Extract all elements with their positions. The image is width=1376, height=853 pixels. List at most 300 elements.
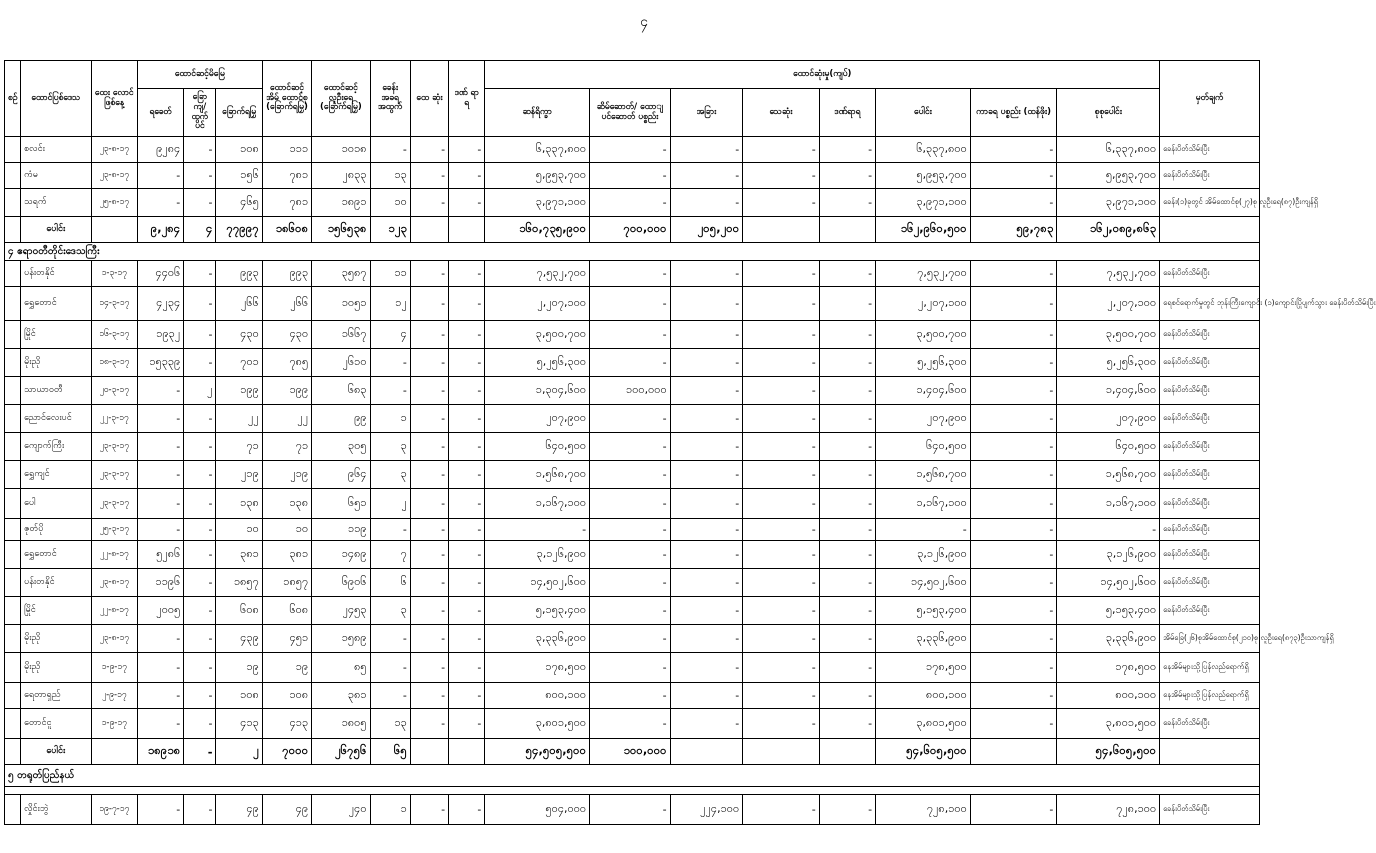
cell-iv: -: [819, 349, 875, 377]
cell-goods: -: [590, 597, 671, 625]
cell-pop: ၁၁၉: [312, 519, 370, 541]
cell-dv: [743, 217, 820, 243]
cell-inj: -: [449, 519, 485, 541]
cell-iv: -: [819, 653, 875, 683]
cell-pop: ၆၈၃: [312, 377, 370, 405]
cell-hh: ၁၃၈: [262, 489, 311, 519]
cell-iv: -: [819, 489, 875, 519]
cell-pop: ၃၅၈၇: [312, 261, 370, 287]
cell-food: ၁၄,၅၀၂,၆၀၀: [485, 569, 590, 597]
cell-land: -: [137, 461, 183, 489]
cell-hh: ၇၈၅: [262, 349, 311, 377]
header-plantation: ရခေတ်: [137, 89, 183, 137]
cell-gt: ၆,၃၃၇,၈၀၀: [1057, 137, 1160, 163]
cell-houses: ၁၉၉: [216, 377, 262, 405]
cell-date: ၂၅-၃-၁၇: [91, 519, 137, 541]
cell-plant: -: [184, 683, 216, 709]
cell-tl: -: [970, 433, 1057, 461]
cell-dead: -: [410, 461, 448, 489]
cell-date: ၁၆-၃-၁၇: [91, 321, 137, 349]
cell-food: ၃,၉၇၁,၁၀၀: [485, 189, 590, 217]
cell-rem: နေအိမ်များသို့ပြန်လည်ရောက်ရှိ: [1160, 683, 1260, 709]
cell-dead: -: [410, 321, 448, 349]
cell-food: ၃,၅၀၀,၇၀၀: [485, 321, 590, 349]
cell-dv: -: [743, 541, 820, 569]
cell-dead: -: [410, 683, 448, 709]
cell-area: မြိုင်: [21, 597, 92, 625]
table-row: [5, 349, 1260, 377]
cell-plant: -: [184, 795, 216, 825]
cell-land: ၁၉၃၂: [137, 321, 183, 349]
cell-pop: ၈၅: [312, 653, 370, 683]
cell-date: ၁-၉-၁၇: [91, 709, 137, 739]
cell-houses: ၁၉: [216, 653, 262, 683]
total-plant: ၄: [184, 217, 216, 243]
cell-rem: ခေန်းပိတ်သိမ်းပြီး: [1160, 261, 1260, 287]
cell-rem: အိမ်ခြေ(၂၆)စုအိမ်ထောင်စု(၂၁၀)စု လူဦးရေ(၈၇၃)ဦးသာကျန်ရှိ: [1160, 625, 1260, 653]
header-goods: ဆိမ်ဆောတ်/ ထောျပင်ဆောတ် ပစ္စည်း: [590, 89, 671, 137]
total-other: ၂၀၅,၂၀၀: [670, 217, 743, 243]
total-homeless: ၁၂၃: [370, 217, 410, 243]
cell-rem: ခေန်းပိတ်သိမ်းပြီး: [1160, 405, 1260, 433]
cell-no: [5, 405, 21, 433]
cell-rem: ခေန်းပိတ်သိမ်းပြီး: [1160, 321, 1260, 349]
cell-gt: ၁၄,၅၀၂,၆၀၀: [1057, 569, 1160, 597]
cell-homeless: ၃: [370, 461, 410, 489]
section-header-row: [5, 243, 1260, 261]
cell-iv: -: [819, 597, 875, 625]
total-label: ပေါင်း: [21, 217, 92, 243]
total-land: ၉,၂၈၄: [137, 217, 183, 243]
cell-goods: -: [590, 683, 671, 709]
cell-tl: -: [970, 377, 1057, 405]
cell-other: -: [670, 597, 743, 625]
cell-goods: -: [590, 489, 671, 519]
total-loss: [970, 739, 1057, 765]
cell-date: ၁-၉-၁၇: [91, 653, 137, 683]
cell-land: ၅၂၈၆: [137, 541, 183, 569]
cell-land: ၄၂၃၄: [137, 287, 183, 321]
cell-dead: -: [410, 377, 448, 405]
table-row: [5, 569, 1260, 597]
cell-pop: ၁၀၅၁: [312, 287, 370, 321]
cell-food: ၅,၂၅၆,၃၀၀: [485, 349, 590, 377]
cell-area: ညောင်လေးပင်: [21, 405, 92, 433]
cell-houses: ၇၀၁: [216, 349, 262, 377]
cell-dead: -: [410, 653, 448, 683]
cell-sub: ၂,၂၀၇,၁၀၀: [876, 287, 971, 321]
cell-land: ၉၂၈၄: [137, 137, 183, 163]
cell-homeless: ၃: [370, 433, 410, 461]
cell-pop: ၉၉: [312, 405, 370, 433]
cell-dead: -: [410, 137, 448, 163]
cell-inj: -: [449, 461, 485, 489]
table-row: [5, 433, 1260, 461]
cell-goods: -: [590, 261, 671, 287]
cell-other: -: [670, 569, 743, 597]
cell-food: ၅,၉၅၃,၇၀၀: [485, 163, 590, 189]
cell-houses: ၆၀၈: [216, 597, 262, 625]
cell-food: ၆၄၀,၅၀၀: [485, 433, 590, 461]
cell-homeless: ၂: [370, 489, 410, 519]
cell-other: -: [670, 653, 743, 683]
cell-pop: ၆၅၁: [312, 489, 370, 519]
cell-inj: -: [449, 653, 485, 683]
cell-rem: ခေန်းပိတ်သိမ်းပြီး: [1160, 709, 1260, 739]
cell-plant: -: [184, 569, 216, 597]
cell-gt: ၃,၈၀၁,၅၀၀: [1057, 709, 1160, 739]
cell-goods: -: [590, 569, 671, 597]
cell-no: [5, 739, 21, 765]
cell-tl: -: [970, 405, 1057, 433]
cell-tl: -: [970, 569, 1057, 597]
cell-other: ၂၂၄,၁၀၀: [670, 795, 743, 825]
header-fire-date: ထေး လောင် ဖြစ်နေ့: [91, 61, 137, 137]
cell-plant: -: [184, 163, 216, 189]
cell-sub: ၇,၅၃၂,၇၀၀: [876, 261, 971, 287]
cell-land: -: [137, 653, 183, 683]
total-subtotal: ၁၆၂,၉၆၀,၅၀၀: [876, 217, 971, 243]
cell-no: [5, 489, 21, 519]
cell-dv: [743, 739, 820, 765]
cell-other: -: [670, 349, 743, 377]
cell-goods: -: [590, 709, 671, 739]
cell-homeless: ၄: [370, 321, 410, 349]
cell-hh: ၆၀၈: [262, 597, 311, 625]
cell-dead: -: [410, 189, 448, 217]
cell-rem: ခေန်းပိတ်သိမ်းပြီး: [1160, 597, 1260, 625]
cell-plant: -: [184, 541, 216, 569]
cell-dv: -: [743, 137, 820, 163]
total-houses: ၇၇၉၉၇: [216, 217, 262, 243]
cell-plant: -: [184, 405, 216, 433]
cell-goods: -: [590, 795, 671, 825]
cell-dv: -: [743, 377, 820, 405]
cell-area: ပန်းတနိုင်: [21, 261, 92, 287]
cell-other: -: [670, 377, 743, 405]
cell-plant: -: [184, 519, 216, 541]
cell-iv: -: [819, 461, 875, 489]
cell-date: ၂၅-၈-၁၇: [91, 189, 137, 217]
cell-land: -: [137, 163, 183, 189]
cell-food: ၁,၃၀၄,၆၀၀: [485, 377, 590, 405]
cell-sub: ၃,၅၀၀,၇၀၀: [876, 321, 971, 349]
cell-area: သာယာဝတီ: [21, 377, 92, 405]
cell-date: ၂၃-၈-၁၇: [91, 163, 137, 189]
cell-tl: -: [970, 625, 1057, 653]
cell-sub: ၁၇၈,၅၀၀: [876, 653, 971, 683]
cell-dv: -: [743, 405, 820, 433]
cell-goods: ၁၀၀,၀၀၀: [590, 377, 671, 405]
cell-gt: ၃,၉၇၁,၁၀၀: [1057, 189, 1160, 217]
cell-no: [5, 519, 21, 541]
cell-plant: -: [184, 709, 216, 739]
cell-other: -: [670, 189, 743, 217]
cell-plant: -: [184, 321, 216, 349]
cell-homeless: -: [370, 683, 410, 709]
cell-iv: -: [819, 287, 875, 321]
cell-hh: ၁၉: [262, 653, 311, 683]
cell-dv: -: [743, 597, 820, 625]
cell-hh: ၄၉: [262, 795, 311, 825]
cell-pop: ၁၈၉၁: [312, 189, 370, 217]
cell-iv: -: [819, 795, 875, 825]
cell-plant: -: [184, 653, 216, 683]
cell-houses: ၁၀၈: [216, 137, 262, 163]
table-row: [5, 321, 1260, 349]
header-injured: ဒဏ် ရာ ရ: [449, 61, 485, 137]
cell-goods: -: [590, 461, 671, 489]
cell-goods: -: [590, 519, 671, 541]
cell-inj: -: [449, 433, 485, 461]
cell-sub: ၅,၁၅၃,၄၀၀: [876, 597, 971, 625]
cell-pop: ၆၉၀၆: [312, 569, 370, 597]
cell-land: ၁၁၉၆: [137, 569, 183, 597]
header-garden: ခြောကျ/ ထွက်ပင်: [184, 89, 216, 137]
cell-no: [5, 433, 21, 461]
cell-tl: -: [970, 597, 1057, 625]
header-population: ထောင်ဆင့် လူဦးရေ (ခြောက်ရမြှ): [312, 61, 370, 137]
cell-land: -: [137, 489, 183, 519]
total-other: [670, 739, 743, 765]
table-row: [5, 795, 1260, 825]
cell-sub: ၅,၉၅၃,၇၀၀: [876, 163, 971, 189]
section-title: ၅ တရုတ်ပြည်နယ်: [5, 765, 1260, 787]
cell-dead: [410, 217, 448, 243]
cell-hh: ၄၅၁: [262, 625, 311, 653]
total-houses: ၂: [216, 739, 262, 765]
cell-date: ၂-၉-၁၇: [91, 683, 137, 709]
cell-pop: ၉၆၄: [312, 461, 370, 489]
cell-land: -: [137, 377, 183, 405]
cell-hh: ၁၉၉: [262, 377, 311, 405]
cell-homeless: ၁: [370, 795, 410, 825]
cell-homeless: ၁၃: [370, 709, 410, 739]
cell-other: -: [670, 541, 743, 569]
cell-food: ၆,၃၃၇,၈၀၀: [485, 137, 590, 163]
cell-homeless: ၆: [370, 569, 410, 597]
cell-food: ၅,၁၅၃,၄၀၀: [485, 597, 590, 625]
cell-other: -: [670, 163, 743, 189]
cell-area: ပန်းတနိုင်: [21, 569, 92, 597]
cell-houses: ၄၃၀: [216, 321, 262, 349]
cell-no: [5, 217, 21, 243]
cell-tl: -: [970, 683, 1057, 709]
total-grand: ၅၄,၆၀၅,၅၀၀: [1057, 739, 1160, 765]
cell-sub: ၃,၁၂၆,၉၀၀: [876, 541, 971, 569]
cell-no: [5, 163, 21, 189]
cell-inj: -: [449, 597, 485, 625]
cell-inj: -: [449, 189, 485, 217]
cell-date: ၂၂-၈-၁၇: [91, 541, 137, 569]
total-loss: ၅၉,၇၈၃: [970, 217, 1057, 243]
cell-goods: -: [590, 541, 671, 569]
cell-dead: -: [410, 287, 448, 321]
cell-dv: -: [743, 709, 820, 739]
cell-rem: ခေန်းပိတ်သိမ်းပြီး: [1160, 163, 1260, 189]
cell-sub: ၃,၈၀၁,၅၀၀: [876, 709, 971, 739]
table-row: [5, 163, 1260, 189]
cell-goods: -: [590, 349, 671, 377]
table-row: [5, 709, 1260, 739]
cell-houses: ၁၈၅၇: [216, 569, 262, 597]
cell-iv: -: [819, 189, 875, 217]
cell-houses: ၁၃၈: [216, 489, 262, 519]
spacer-cell: [5, 787, 1260, 795]
cell-gt: ၈၀၀,၁၀၀: [1057, 683, 1160, 709]
cell-plant: -: [184, 287, 216, 321]
table-row: [5, 377, 1260, 405]
cell-hh: ၄၃၀: [262, 321, 311, 349]
cell-land: -: [137, 795, 183, 825]
cell-food: ၃,၁၂၆,၉၀၀: [485, 541, 590, 569]
cell-dead: -: [410, 349, 448, 377]
cell-houses: ၁၀၈: [216, 683, 262, 709]
cell-pop: ၂၄၀: [312, 795, 370, 825]
spacer-row: [5, 787, 1260, 795]
cell-inj: -: [449, 489, 485, 519]
cell-area: မိုးညို: [21, 653, 92, 683]
table-row: [5, 137, 1260, 163]
cell-rem: [1160, 217, 1260, 243]
cell-rem: ခေန်းပိတ်သိမ်းပြီး: [1160, 489, 1260, 519]
cell-dead: -: [410, 795, 448, 825]
cell-rem: ခေန်းပိတ်သိမ်းပြီး: [1160, 569, 1260, 597]
cell-land: ၁၅၃၃၉: [137, 349, 183, 377]
cell-homeless: -: [370, 377, 410, 405]
cell-no: [5, 709, 21, 739]
cell-land: ၂၀၀၅: [137, 597, 183, 625]
cell-no: [5, 377, 21, 405]
cell-plant: -: [184, 137, 216, 163]
cell-other: -: [670, 261, 743, 287]
cell-plant: -: [184, 461, 216, 489]
cell-hh: ၄၁၃: [262, 709, 311, 739]
cell-no: [5, 795, 21, 825]
cell-dv: -: [743, 349, 820, 377]
cell-houses: ၄၃၉: [216, 625, 262, 653]
cell-dead: -: [410, 519, 448, 541]
cell-pop: ၁၈၀၅: [312, 709, 370, 739]
table-row: [5, 405, 1260, 433]
cell-inj: -: [449, 377, 485, 405]
cell-rem: [1160, 739, 1260, 765]
header-injured-value: ဒဏ်ရာရ: [819, 89, 875, 137]
cell-gt: ၃,၁၂၆,၉၀၀: [1057, 541, 1160, 569]
cell-plant: ၂: [184, 377, 216, 405]
cell-dead: -: [410, 163, 448, 189]
cell-sub: ၆,၃၃၇,၈၀၀: [876, 137, 971, 163]
cell-other: -: [670, 489, 743, 519]
header-remarks: မှတ်ချက်: [1160, 61, 1260, 137]
cell-food: ၃,၃၃၆,၉၀၀: [485, 625, 590, 653]
cell-houses: ၁၅၆: [216, 163, 262, 189]
cell-iv: -: [819, 433, 875, 461]
cell-other: -: [670, 709, 743, 739]
cell-dv: -: [743, 433, 820, 461]
cell-gt: ၁,၄၀၄,၆၀၀: [1057, 377, 1160, 405]
table-row: [5, 625, 1260, 653]
cell-date: [91, 739, 137, 765]
cell-hh: ၃၈၁: [262, 541, 311, 569]
total-goods: ၇၀၀,၀၀၀: [590, 217, 671, 243]
cell-hh: ၂၂: [262, 405, 311, 433]
cell-inj: -: [449, 709, 485, 739]
cell-hh: ၂၆၆: [262, 287, 311, 321]
cell-sub: ၁,၄၀၄,၆၀၀: [876, 377, 971, 405]
cell-hh: ၉၉၃: [262, 261, 311, 287]
cell-iv: -: [819, 683, 875, 709]
cell-dv: -: [743, 519, 820, 541]
cell-rem: ရေစင်ရောက်မှုတွင် ဘုန်းကြီးကျောင်း (၁)ကျောင်းပြိုပျက်သွား ခေန်းပိတ်သိမ်းပြီး: [1160, 287, 1260, 321]
total-row: [5, 739, 1260, 765]
cell-date: ၂၃-၈-၁၇: [91, 137, 137, 163]
cell-dv: -: [743, 625, 820, 653]
cell-iv: [819, 217, 875, 243]
cell-homeless: ၃: [370, 597, 410, 625]
cell-date: ၂၂-၈-၁၇: [91, 597, 137, 625]
cell-iv: -: [819, 519, 875, 541]
header-vehicles: အခြား: [670, 89, 743, 137]
cell-date: ၂၃-၈-၁၇: [91, 625, 137, 653]
cell-other: -: [670, 519, 743, 541]
cell-plant: -: [184, 261, 216, 287]
cell-no: [5, 321, 21, 349]
cell-no: [5, 137, 21, 163]
cell-land: -: [137, 625, 183, 653]
cell-inj: -: [449, 541, 485, 569]
cell-food: -: [485, 519, 590, 541]
cell-date: [91, 217, 137, 243]
cell-homeless: ၇: [370, 541, 410, 569]
cell-inj: -: [449, 625, 485, 653]
cell-homeless: -: [370, 519, 410, 541]
cell-date: ၂၃-၃-၁၇: [91, 489, 137, 519]
cell-goods: -: [590, 321, 671, 349]
cell-no: [5, 349, 21, 377]
total-land: ၁၈၉၁၈: [137, 739, 183, 765]
cell-land: ၄၄၀၆: [137, 261, 183, 287]
cell-no: [5, 287, 21, 321]
table-row: [5, 261, 1260, 287]
cell-tl: -: [970, 541, 1057, 569]
cell-no: [5, 653, 21, 683]
cell-area: စလင်း: [21, 137, 92, 163]
cell-area: သရက်: [21, 189, 92, 217]
cell-other: -: [670, 287, 743, 321]
cell-hh: ၂၁၉: [262, 461, 311, 489]
cell-rem: ခေန်းပိတ်သိမ်းပြီး: [1160, 137, 1260, 163]
cell-pop: ၁၄၈၉: [312, 541, 370, 569]
cell-homeless: ၁၀: [370, 189, 410, 217]
header-total-loss: ကာခရ ပစ္စည်း (ထန်ဖိုး): [970, 89, 1057, 137]
cell-other: -: [670, 405, 743, 433]
cell-dead: -: [410, 541, 448, 569]
total-population: ၁၅၆၅၃၈: [312, 217, 370, 243]
cell-no: [5, 625, 21, 653]
section-header-row: [5, 765, 1260, 787]
cell-iv: [819, 739, 875, 765]
disaster-report-table: [4, 60, 1376, 825]
cell-houses: ၃၈၁: [216, 541, 262, 569]
cell-houses: ၉၉၃: [216, 261, 262, 287]
cell-inj: [449, 739, 485, 765]
cell-dead: -: [410, 625, 448, 653]
total-grand: ၁၆၂,၀၈၉,၈၆၃: [1057, 217, 1160, 243]
cell-date: ၂၃-၃-၁၇: [91, 461, 137, 489]
cell-inj: -: [449, 137, 485, 163]
cell-hh: ၁၀: [262, 519, 311, 541]
